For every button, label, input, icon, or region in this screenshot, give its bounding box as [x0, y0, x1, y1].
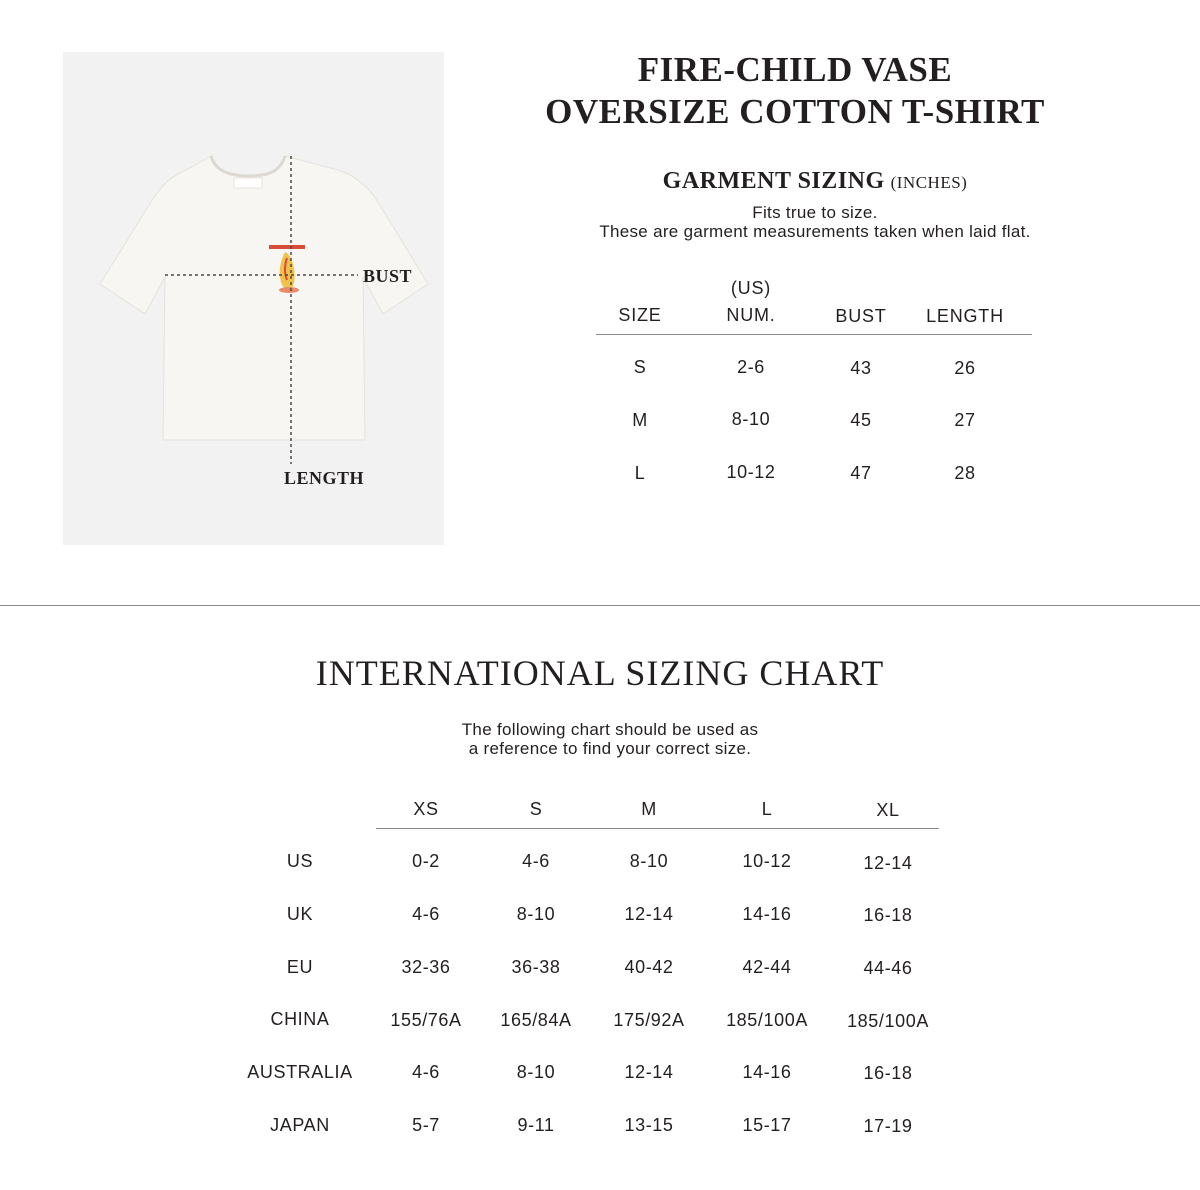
garment-heading: GARMENT SIZING: [662, 168, 885, 194]
size-cell: 175/92A: [613, 1010, 685, 1030]
international-note-1: The following chart should be used as: [461, 720, 759, 739]
garment-header-rule: [596, 334, 1032, 335]
garment-note-1: Fits true to size.: [752, 203, 878, 222]
size-cell: 185/100A: [847, 1011, 929, 1031]
size-cell: 15-17: [742, 1115, 792, 1135]
size-cell: 14-16: [742, 904, 792, 924]
garment-note-2: These are garment measurements taken when laid flat.: [599, 222, 1031, 241]
size-cell: 12-14: [624, 1062, 674, 1082]
garment-col-size: SIZE: [618, 305, 662, 325]
size-cell: 9-11: [517, 1115, 555, 1135]
product-title-line2: OVERSIZE COTTON T-SHIRT: [545, 92, 1045, 131]
tshirt-illustration: [63, 52, 444, 545]
garment-cell-bust: 43: [850, 358, 872, 378]
garment-col-bust: BUST: [835, 306, 887, 326]
garment-cell-size: M: [632, 410, 648, 430]
garment-sizing-heading: [530, 168, 1100, 195]
size-cell: 8-10: [516, 904, 556, 924]
size-cell: 8-10: [516, 1062, 556, 1082]
garment-col-length: LENGTH: [926, 306, 1004, 326]
size-cell: 12-14: [863, 853, 913, 873]
size-cell: 4-6: [522, 851, 550, 871]
section-divider: [0, 605, 1200, 606]
size-cell: 8-10: [629, 851, 669, 871]
garment-cell-num: 2-6: [737, 357, 765, 377]
tshirt-label: [234, 178, 262, 188]
size-cell: 16-18: [863, 905, 913, 925]
garment-cell-size: S: [633, 357, 647, 377]
size-cell: 155/76A: [390, 1010, 462, 1030]
garment-col-num-line1: (US): [730, 278, 772, 298]
size-cell: 36-38: [511, 957, 561, 977]
size-header: S: [529, 799, 543, 819]
size-header: XL: [876, 800, 900, 820]
region-label: CHINA: [270, 1009, 330, 1029]
garment-cell-num: 8-10: [731, 409, 771, 429]
garment-col-num-line2: NUM.: [726, 305, 776, 325]
garment-cell-length: 28: [954, 463, 976, 483]
size-cell: 14-16: [742, 1062, 792, 1082]
size-cell: 17-19: [863, 1116, 913, 1136]
bust-label: BUST: [363, 266, 413, 286]
product-title-line1: FIRE-CHILD VASE: [637, 50, 953, 89]
size-cell: 42-44: [742, 957, 792, 977]
product-image: [63, 52, 444, 545]
size-cell: 165/84A: [500, 1010, 572, 1030]
international-chart-title: INTERNATIONAL SIZING CHART: [315, 653, 885, 693]
garment-cell-size: L: [634, 463, 646, 483]
region-label: AUSTRALIA: [247, 1062, 353, 1082]
region-label: UK: [286, 904, 314, 924]
size-cell: 0-2: [412, 851, 440, 871]
size-cell: 4-6: [412, 1062, 440, 1082]
region-label: US: [286, 851, 314, 871]
size-cell: 12-14: [624, 904, 674, 924]
tshirt-body: [100, 156, 428, 440]
international-header-rule: [376, 828, 939, 829]
region-label: EU: [286, 957, 314, 977]
size-cell: 5-7: [412, 1115, 440, 1135]
garment-cell-bust: 47: [850, 463, 872, 483]
size-cell: 10-12: [742, 851, 792, 871]
size-cell: 16-18: [863, 1063, 913, 1083]
size-cell: 40-42: [624, 957, 674, 977]
size-header: M: [641, 799, 657, 819]
garment-cell-bust: 45: [850, 410, 872, 430]
region-label: JAPAN: [270, 1115, 330, 1135]
size-cell: 44-46: [863, 958, 913, 978]
garment-unit: (INCHES): [890, 173, 968, 192]
size-header: XS: [413, 799, 439, 819]
size-cell: 13-15: [624, 1115, 674, 1135]
size-cell: 4-6: [412, 904, 440, 924]
size-header: L: [761, 799, 773, 819]
size-cell: 32-36: [401, 957, 451, 977]
international-note-2: a reference to find your correct size.: [468, 739, 752, 758]
garment-cell-length: 26: [954, 358, 976, 378]
length-label: LENGTH: [284, 468, 365, 488]
size-cell: 185/100A: [726, 1010, 808, 1030]
garment-cell-num: 10-12: [726, 462, 776, 482]
garment-cell-length: 27: [954, 410, 976, 430]
